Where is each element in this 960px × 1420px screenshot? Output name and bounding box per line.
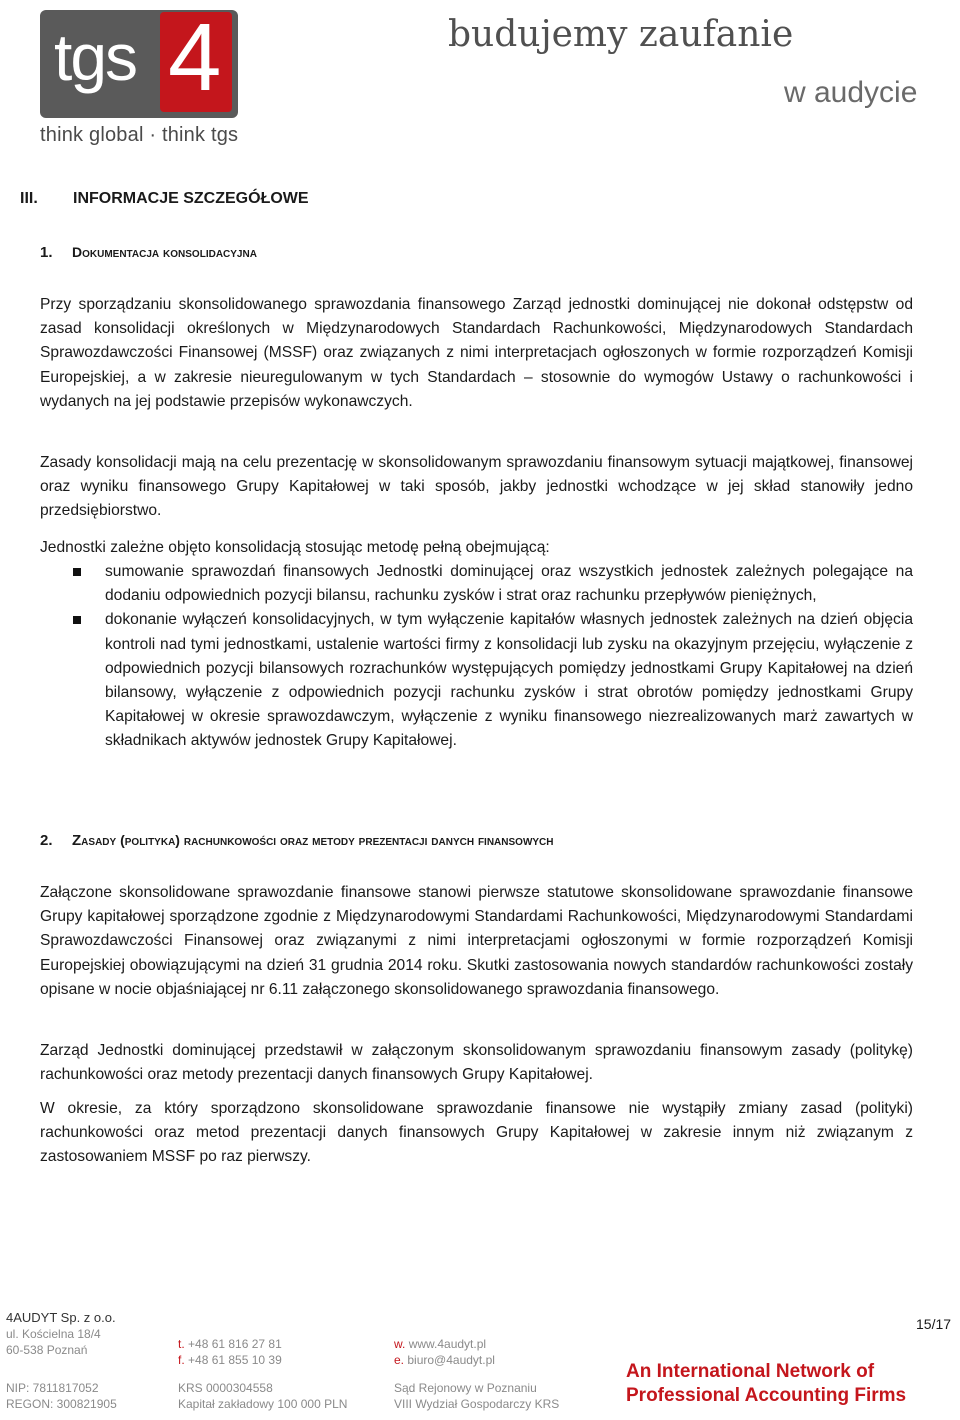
list-item — [40, 560, 913, 608]
footer-krs — [178, 1380, 347, 1412]
logo-digit: 4 — [168, 4, 222, 111]
subheading-1 — [40, 244, 257, 261]
footer-fax: +48 61 855 10 39 — [188, 1353, 282, 1367]
paragraph: W okresie, za który sporządzono skonsolidowane sprawozdanie finansowe nie wystąpiły zmiany zasad (polityki) rachunkowości oraz metod prezentacji danych finansowych Grupy Kapitałowej w zakresie innym niż związanym z zastosowaniem MSSF po raz pierwszy. — [40, 1100, 913, 1166]
subheading-1-title: Dokumentacja konsolidacyjna — [72, 244, 257, 260]
slogan-sub: w audycie — [784, 76, 918, 109]
footer-court-name: Sąd Rejonowy w Poznaniu — [394, 1381, 537, 1395]
footer-contact: w. www.4audyt.pl e. biuro@4audyt.pl — [394, 1337, 495, 1367]
paragraph: Załączone skonsolidowane sprawozdanie finansowe stanowi pierwsze statutowe skonsolidowane sprawozdanie finansowe Grupy kapitałowej sporządzone zgodnie z Międzynarodowymi Standardami Rachunkowości, Międzynarodowymi Standardami Sprawozdawczości Finansowej oraz związanymi z nimi interpretacjami ogłoszonymi w formie rozporządzeń Komisji Europejskiej obowiązującymi na dzień 31 grudnia 2014 roku. Skutki zastosowania nowych standardów rachunkowości zostały opisane w nocie objaśniającej nr 6.11 załączonego skonsolidowanego sprawozdania finansowego. — [40, 884, 913, 998]
network-tagline — [626, 1360, 906, 1408]
footer-ids — [6, 1380, 117, 1412]
logo-text: tgs — [54, 20, 137, 94]
footer-company: 4AUDYT Sp. z o.o. — [6, 1310, 116, 1325]
section-number: III. — [20, 190, 38, 207]
network-line-2: Professional Accounting Firms — [626, 1385, 907, 1406]
footer-regon: REGON: 300821905 — [6, 1397, 117, 1411]
section-title: INFORMACJE SZCZEGÓŁOWE — [73, 190, 309, 207]
page-number: 15/17 — [916, 1316, 952, 1332]
footer-address — [6, 1310, 116, 1358]
bullet-square-icon — [73, 568, 81, 576]
footer-phone: +48 61 816 27 81 — [188, 1337, 282, 1351]
footer-court — [394, 1380, 559, 1412]
subheading-2-title: Zasady (polityka) rachunkowości oraz metody prezentacji danych finansowych — [72, 832, 554, 849]
list-item-text: sumowanie sprawozdań finansowych Jednostki dominującej oraz wszystkich jednostek zależnych polegające na dodaniu odpowiednich pozycji bilansu, rachunku zysków i strat oraz rachunku przepływów pieniężnych, — [105, 563, 913, 605]
footer-krs-number: KRS 0000304558 — [178, 1381, 273, 1395]
list-item-text: dokonanie wyłączeń konsolidacyjnych, w tym wyłączenie kapitałów własnych jednostek zależnych na dzień objęcia kontroli nad tymi jednostkami, ustalenie wartości firmy z konsolidacji lub zysku na okazyjnym przejęciu, wyłączenie z odpowiednich pozycji bilansowych rozrachunków występujących pomiędzy jednostkami Grupy Kapitałowej na dzień bilansowy, wyłączenie z odpowiednich pozycji rachunku zysków i strat obrotów pomiędzy jednostkami Grupy Kapitałowej w okresie sprawozdawczym, wyłączenie z wyniku finansowego niezrealizowanych marż zawartych w składnikach aktywów jednostek Grupy Kapitałowej. — [105, 611, 913, 750]
paragraph: Jednostki zależne objęto konsolidacją stosując metodę pełną obejmującą: — [40, 539, 550, 556]
subheading-1-number: 1. — [40, 244, 53, 261]
subheading-2 — [40, 832, 554, 849]
paragraph: Przy sporządzaniu skonsolidowanego sprawozdania finansowego Zarząd jednostki dominującej nie dokonał odstępstw od zasad konsolidacji określonych w Międzynarodowych Standardach Rachunkowości, Międzynarodowych Standardach Sprawozdawczości Finansowej (MSSF) oraz związanych z nimi interpretacjach ogłoszonych w formie rozporządzeń Komisji Europejskiej, a w zakresie nieuregulowanym w tych Standardach – stosownie do wymogów Ustawy o rachunkowości i wydanych na jej podstawie przepisów wykonawczych. — [40, 296, 913, 410]
footer-capital: Kapitał zakładowy 100 000 PLN — [178, 1397, 348, 1411]
logo-tagline: think global · think tgs — [40, 124, 239, 146]
list-item — [40, 608, 913, 753]
footer-email[interactable]: biuro@4audyt.pl — [407, 1353, 495, 1367]
footer-phones: t. +48 61 816 27 81 f. +48 61 855 10 39 — [178, 1337, 282, 1367]
paragraph: Zasady konsolidacji mają na celu prezentację w skonsolidowanym sprawozdaniu finansowym sytuacji majątkowej, finansowej oraz wyniku finansowego Grupy Kapitałowej w taki sposób, jakby jednostki wchodzące w jej skład stanowiły jedno przedsiębiorstwo. — [40, 454, 913, 520]
network-line-1: An International Network of — [626, 1361, 875, 1382]
tgs4-logo — [40, 4, 240, 150]
section-heading — [20, 190, 309, 208]
subheading-2-number: 2. — [40, 832, 53, 849]
slogan-main: budujemy zaufanie — [448, 14, 794, 55]
paragraph: Zarząd Jednostki dominującej przedstawił w załączonym skonsolidowanym sprawozdaniu finansowym zasady (politykę) rachunkowości oraz metody prezentacji danych finansowych Grupy Kapitałowej. — [40, 1042, 913, 1084]
bullet-square-icon — [73, 616, 81, 624]
logo-mark — [40, 4, 238, 118]
footer-city: 60-538 Poznań — [6, 1343, 88, 1357]
footer-website[interactable]: www.4audyt.pl — [408, 1337, 487, 1351]
bullet-list — [40, 560, 913, 754]
footer-court-dept: VIII Wydział Gospodarczy KRS — [394, 1397, 560, 1411]
logo-digit-box — [160, 4, 232, 112]
footer-nip: NIP: 7811817052 — [6, 1381, 99, 1395]
footer-street: ul. Kościelna 18/4 — [6, 1327, 101, 1341]
